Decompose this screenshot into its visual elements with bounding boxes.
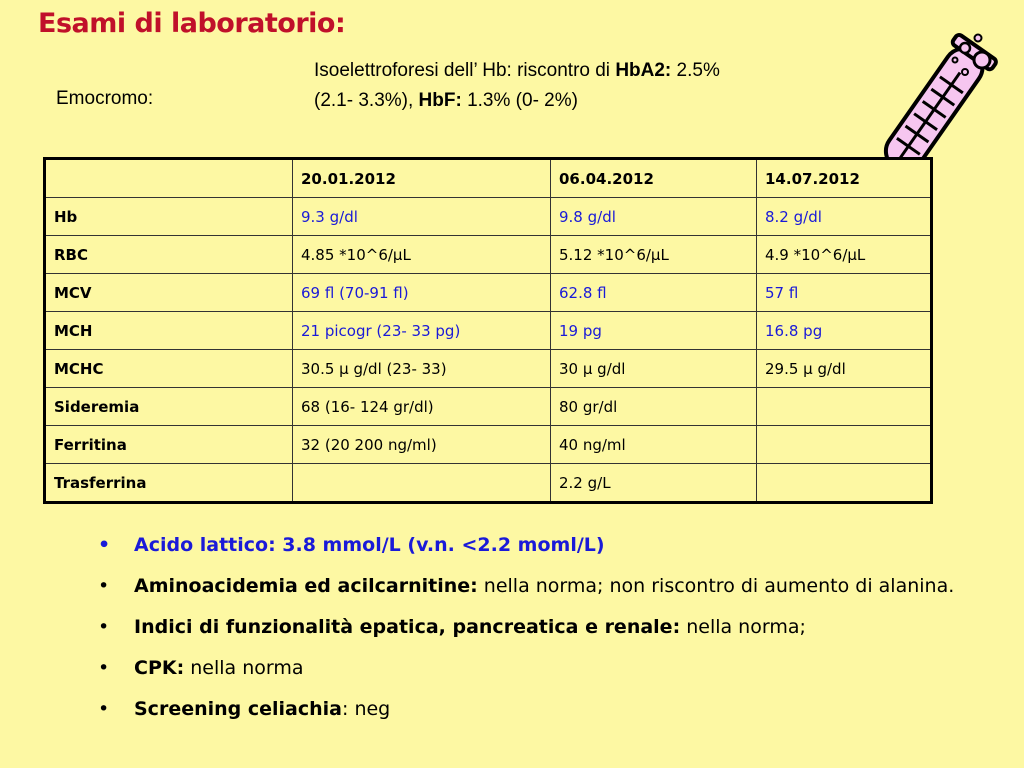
value-cell: 9.8 g/dl <box>551 198 757 236</box>
emocromo-label: Emocromo: <box>56 88 154 109</box>
bullet-icon: • <box>98 616 110 638</box>
value-cell: 57 fl <box>757 274 932 312</box>
value-cell <box>293 464 551 503</box>
list-item <box>94 612 994 643</box>
list-item <box>94 694 994 725</box>
bullet-icon: • <box>98 698 110 720</box>
page-title: Esami di laboratorio: <box>38 8 346 39</box>
value-cell: 29.5 µ g/dl <box>757 350 932 388</box>
isoel-line2-prefix: (2.1- 3.3%), <box>314 90 419 111</box>
table-row <box>45 312 932 350</box>
hbf-label: HbF: <box>418 90 462 111</box>
value-cell <box>757 464 932 503</box>
param-cell: Sideremia <box>45 388 293 426</box>
note-bold: CPK: <box>134 657 185 679</box>
isoel-line1-prefix: Isoelettroforesi dell’ Hb: riscontro di <box>314 60 616 81</box>
value-cell: 4.85 *10^6/µL <box>293 236 551 274</box>
value-cell: 8.2 g/dl <box>757 198 932 236</box>
hbf-value: 1.3% (0- 2%) <box>461 90 578 111</box>
table-row <box>45 388 932 426</box>
table-row <box>45 198 932 236</box>
table-row <box>45 464 932 503</box>
header-cell <box>45 159 293 198</box>
bullet-icon: • <box>98 575 110 597</box>
note-text: nella norma <box>184 657 304 679</box>
note-bold: Aminoacidemia ed acilcarnitine: <box>134 575 478 597</box>
value-cell: 16.8 pg <box>757 312 932 350</box>
table-row <box>45 236 932 274</box>
value-cell: 68 (16- 124 gr/dl) <box>293 388 551 426</box>
value-cell: 40 ng/ml <box>551 426 757 464</box>
bullet-icon: • <box>98 657 110 679</box>
note-text: nella norma; <box>680 616 806 638</box>
isoelettroforesi-text <box>314 56 894 116</box>
notes-list <box>94 530 994 735</box>
value-cell: 80 gr/dl <box>551 388 757 426</box>
value-cell: 62.8 fl <box>551 274 757 312</box>
value-cell: 30 µ g/dl <box>551 350 757 388</box>
value-cell: 5.12 *10^6/µL <box>551 236 757 274</box>
bullet-icon: • <box>98 534 111 556</box>
param-cell: MCH <box>45 312 293 350</box>
table-row <box>45 426 932 464</box>
header-cell-date2: 06.04.2012 <box>551 159 757 198</box>
list-item <box>94 571 994 602</box>
table-header-row <box>45 159 932 198</box>
note-bold: Indici di funzionalità epatica, pancreatica e renale: <box>134 616 681 638</box>
value-cell: 69 fl (70-91 fl) <box>293 274 551 312</box>
value-cell: 32 (20 200 ng/ml) <box>293 426 551 464</box>
value-cell: 21 picogr (23- 33 pg) <box>293 312 551 350</box>
hba2-value: 2.5% <box>671 60 720 81</box>
value-cell: 4.9 *10^6/µL <box>757 236 932 274</box>
list-item <box>94 530 994 561</box>
param-cell: Ferritina <box>45 426 293 464</box>
param-cell: RBC <box>45 236 293 274</box>
note-text: nella norma; non riscontro di aumento di alanina. <box>477 575 955 597</box>
param-cell: Hb <box>45 198 293 236</box>
value-cell <box>757 388 932 426</box>
header-cell-date3: 14.07.2012 <box>757 159 932 198</box>
value-cell: 9.3 g/dl <box>293 198 551 236</box>
note-text: : neg <box>342 698 391 720</box>
note-bold: Acido lattico: 3.8 mmol/L (v.n. <2.2 moml/L) <box>134 534 605 556</box>
hba2-label: HbA2: <box>615 60 672 81</box>
lab-results-table <box>43 157 933 504</box>
header-cell-date1: 20.01.2012 <box>293 159 551 198</box>
value-cell: 30.5 µ g/dl (23- 33) <box>293 350 551 388</box>
param-cell: Trasferrina <box>45 464 293 503</box>
list-item <box>94 653 994 684</box>
value-cell <box>757 426 932 464</box>
table-row <box>45 350 932 388</box>
value-cell: 19 pg <box>551 312 757 350</box>
table-row <box>45 274 932 312</box>
param-cell: MCV <box>45 274 293 312</box>
note-bold: Screening celiachia <box>134 698 342 720</box>
param-cell: MCHC <box>45 350 293 388</box>
value-cell: 2.2 g/L <box>551 464 757 503</box>
